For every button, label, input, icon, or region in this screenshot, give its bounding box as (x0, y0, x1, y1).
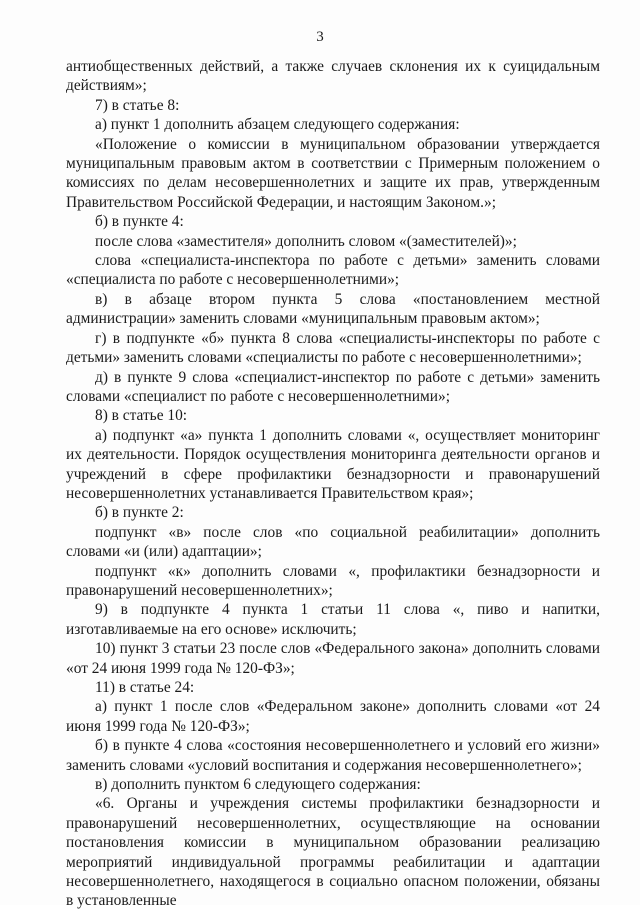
paragraph: г) в подпункте «б» пункта 8 слова «специалисты-инспекторы по работе с детьми» заменить словами «специалисты по работе с несовершеннолетними»; (66, 329, 600, 367)
paragraph: 11) в статье 24: (95, 679, 195, 696)
paragraph: 10) пункт 3 статьи 23 после слов «Федерального закона» дополнить словами «от 24 июня 1999 года № 120-ФЗ»; (66, 640, 600, 677)
paragraph: слова «специалиста-инспектора по работе с детьми» заменить словами «специалиста по работе с несовершеннолетними»; (66, 252, 600, 289)
paragraph: 7) в статье 8: (95, 96, 180, 114)
paragraph: б) в пункте 2: (95, 504, 184, 522)
paragraph: 9) в подпункте 4 пункта 1 статьи 11 слова «, пиво и напитки, изготавливаемые на его основе» исключить; (66, 601, 600, 638)
paragraph: в) дополнить пунктом 6 следующего содержания: (95, 776, 421, 794)
page-number: 3 (316, 29, 324, 45)
paragraph: «6. Органы и учреждения системы профилактики безнадзорности и правонарушений несовершеннолетних, осуществляющие на основании постановления комиссии в муниципальном образовании реализацию мероприятий индивидуальной программы реабилитации и адаптации несовершеннолетнего, находящегося в социально опасном положении, обязаны в установленные (66, 795, 600, 910)
paragraph: б) в пункте 4 слова «состояния несовершеннолетнего и условий его жизни» заменить словами «условий воспитания и содержания несовершеннолетнего»; (66, 737, 600, 774)
paragraph: д) в пункте 9 слова «специалист-инспектор по работе с детьми» заменить словами «специалист по работе с несовершеннолетними»; (66, 368, 600, 405)
paragraph: а) пункт 1 дополнить абзацем следующего содержания: (95, 116, 460, 134)
paragraph: б) в пункте 4: (95, 213, 184, 231)
paragraph: а) пункт 1 после слов «Федеральном законе» дополнить словами «от 24 июня 1999 года № 120-ФЗ»; (66, 698, 600, 735)
paragraph: после слова «заместителя» дополнить словом «(заместителей)»; (95, 232, 517, 250)
paragraph: 8) в статье 10: (95, 407, 188, 425)
paragraph: антиобщественных действий, а также случаев склонения их к суицидальным действиям»; (66, 58, 600, 95)
paragraph: подпункт «в» после слов «по социальной реабилитации» дополнить словами «и (или) адаптации»; (66, 523, 600, 561)
paragraph: в) в абзаце втором пункта 5 слова «постановлением местной администрации» заменить словами «муниципальным правовым актом»; (66, 290, 600, 328)
document-body (66, 57, 600, 911)
paragraph: а) подпункт «а» пункта 1 дополнить словами «, осуществляет мониторинг их деятельности. Порядок осуществления мониторинга деятельности органов и учреждений в сфере профилактики безнадзорности и правонарушений несовершеннолетних устанавливается Правительством края»; (66, 426, 600, 502)
paragraph: подпункт «к» дополнить словами «, профилактики безнадзорности и правонарушений несовершеннолетних»; (66, 562, 600, 599)
paragraph: «Положение о комиссии в муниципальном образовании утверждается муниципальным правовым актом в соответствии с Примерным положением о комиссиях по делам несовершеннолетних и защите их прав, утвержденным Правительством Российской Федерации, и настоящим Законом.»; (66, 135, 600, 211)
